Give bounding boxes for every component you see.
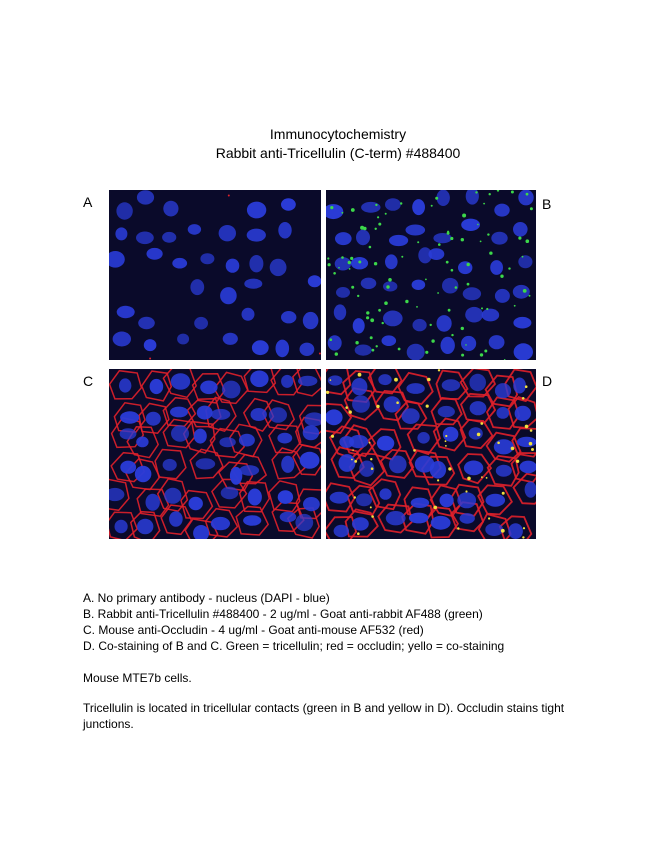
panel-label-b: B xyxy=(542,196,552,212)
legend-line-a: A. No primary antibody - nucleus (DAPI - blue) xyxy=(83,591,330,605)
micrograph-panel-c xyxy=(109,369,321,539)
micrograph-b-image xyxy=(326,190,536,360)
legend-line-c: C. Mouse anti-Occludin - 4 ug/ml - Goat anti-mouse AF532 (red) xyxy=(83,623,424,637)
description-paragraph: Tricellulin is located in tricellular contacts (green in B and yellow in D). Occludin stains tight junctions. xyxy=(83,701,565,731)
micrograph-panel-a xyxy=(109,190,321,360)
panel-label-a: A xyxy=(83,194,93,210)
figure-legend xyxy=(83,590,583,654)
cell-line-note: Mouse MTE7b cells. xyxy=(83,671,192,685)
micrograph-a-image xyxy=(109,190,321,360)
figure-title: Immunocytochemistry xyxy=(269,126,407,142)
micrograph-panel-d xyxy=(326,369,536,539)
panel-label-d: D xyxy=(542,373,553,389)
micrograph-c-image xyxy=(109,369,321,539)
legend-line-b: B. Rabbit anti-Tricellulin #488400 - 2 ug/ml - Goat anti-rabbit AF488 (green) xyxy=(83,607,483,621)
micrograph-d-image xyxy=(326,369,536,539)
panel-label-c: C xyxy=(83,373,94,389)
legend-line-d: D. Co-staining of B and C. Green = tricellulin; red = occludin; yello = co-staining xyxy=(83,639,505,653)
micrograph-panel-b xyxy=(326,190,536,360)
figure-subtitle: Rabbit anti-Tricellulin (C-term) #488400 xyxy=(215,145,461,161)
